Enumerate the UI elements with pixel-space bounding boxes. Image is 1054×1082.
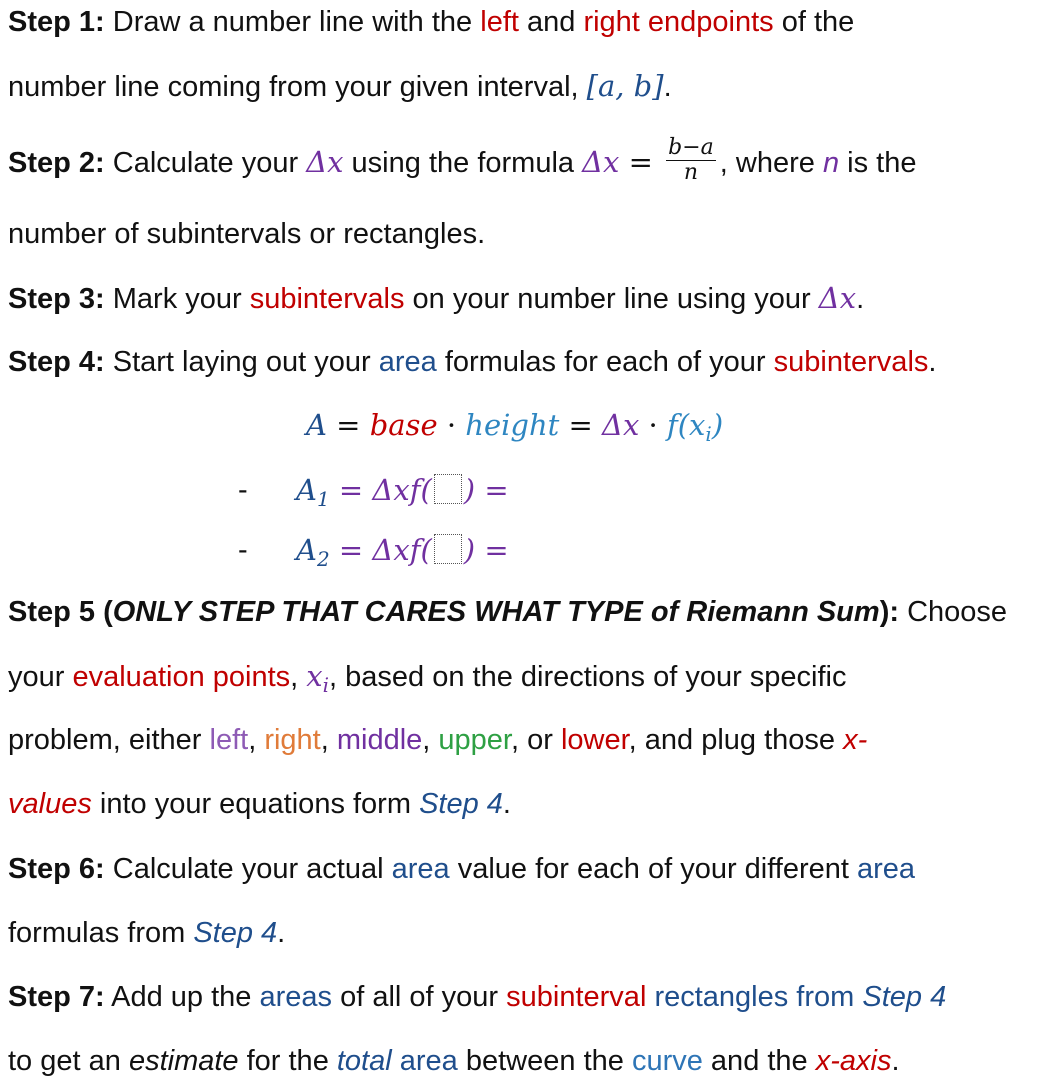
- delta-x: Δx: [306, 145, 344, 180]
- left-term: left: [480, 6, 519, 38]
- lower-option: lower: [560, 724, 629, 756]
- estimate-term: estimate: [128, 1045, 239, 1077]
- delta-x-fraction: [666, 136, 716, 185]
- x-axis-term: x-axis: [815, 1045, 892, 1077]
- subinterval-term: subinterval: [506, 981, 647, 1013]
- subintervals-term: subintervals: [773, 346, 929, 378]
- evaluation-points-term: evaluation points: [72, 661, 291, 693]
- step6-label: Step 6:: [8, 853, 105, 885]
- step4-label: Step 4:: [8, 346, 105, 378]
- area-formula: A = base · height = $\Delta x \cdot f(x_i)$: [306, 408, 724, 446]
- step2-line2: number of subintervals or rectangles.: [8, 218, 486, 250]
- step5-line1: Step 5 (ONLY STEP THAT CARES WHAT TYPE of Riemann Sum): Choose: [8, 596, 1008, 628]
- delta-x: Δx: [818, 281, 857, 315]
- step3-line: Step 3: Mark your subintervals on your number line using your Δx.: [8, 281, 865, 315]
- bullet-formula-1: $A_1 = \Delta xf$( ) =: [296, 473, 509, 511]
- middle-option: middle: [336, 724, 423, 756]
- step5-line2: your evaluation points, $x_i$, based on the directions of your specific: [8, 659, 847, 697]
- interval: [a, b]: [586, 69, 664, 103]
- left-option: left: [209, 724, 249, 756]
- step7-line1: Step 7: Add up the areas of all of your subinterval rectangles from Step 4: [8, 981, 947, 1013]
- placeholder-box: [434, 534, 462, 564]
- step4-reference: Step 4: [419, 788, 503, 820]
- bullet-dash-1: -: [238, 474, 248, 506]
- areas-term: areas: [259, 981, 333, 1013]
- step4-reference: Step 4: [862, 981, 947, 1013]
- step3-label: Step 3:: [8, 283, 105, 315]
- subintervals-term: subintervals: [249, 283, 405, 315]
- curve-term: curve: [631, 1045, 703, 1077]
- step2-label: Step 2:: [8, 147, 105, 180]
- step1-label: Step 1:: [8, 6, 105, 38]
- delta-x-formula: Δx: [582, 145, 620, 180]
- placeholder-box: [434, 474, 462, 504]
- step6-line1: Step 6: Calculate your actual area value for each of your different area: [8, 853, 916, 885]
- n-variable: n: [822, 147, 840, 180]
- area-term: area: [378, 346, 437, 378]
- area-term: area: [857, 853, 916, 885]
- base-term: base: [369, 408, 438, 442]
- step4-reference: Step 4: [193, 917, 278, 949]
- step4-line: Step 4: Start laying out your area formulas for each of your subintervals.: [8, 346, 937, 378]
- step1-line2: number line coming from your given interval, [a, b].: [8, 69, 672, 103]
- right-endpoints-term: right endpoints: [583, 6, 774, 38]
- right-option: right: [264, 724, 321, 756]
- upper-option: upper: [438, 724, 511, 756]
- step7-label: Step 7:: [8, 981, 105, 1013]
- step5-line3: problem, either left, right, middle, upper, or lower, and plug those x-: [8, 724, 868, 756]
- rectangles-term: rectangles from: [654, 981, 863, 1013]
- step5-label: Step 5 (: [8, 596, 113, 628]
- bullet-dash-2: -: [238, 534, 248, 566]
- bullet-formula-2: $A_2 = \Delta xf$( ) =: [296, 533, 509, 571]
- step1-line1: Step 1: Draw a number line with the left and right endpoints of the: [8, 6, 855, 38]
- area-term: area: [391, 853, 450, 885]
- step5-line4: values into your equations form Step 4.: [8, 788, 511, 820]
- step2-line1: Step 2: Calculate your Δx using the formula Δx = $\frac{b-a}{n}$ , where n is the: [8, 135, 917, 185]
- total-term: total: [336, 1045, 392, 1077]
- fraction-numerator: b−a: [668, 135, 714, 160]
- area-term: area: [399, 1045, 458, 1077]
- step6-line2: formulas from Step 4.: [8, 917, 286, 949]
- step7-line2: to get an estimate for the total area between the curve and the x-axis.: [8, 1045, 900, 1077]
- height-term: height: [465, 408, 560, 442]
- fraction-denominator: n: [683, 160, 699, 185]
- step5-emphasis: ONLY STEP THAT CARES WHAT TYPE of Riemann Sum: [112, 596, 880, 628]
